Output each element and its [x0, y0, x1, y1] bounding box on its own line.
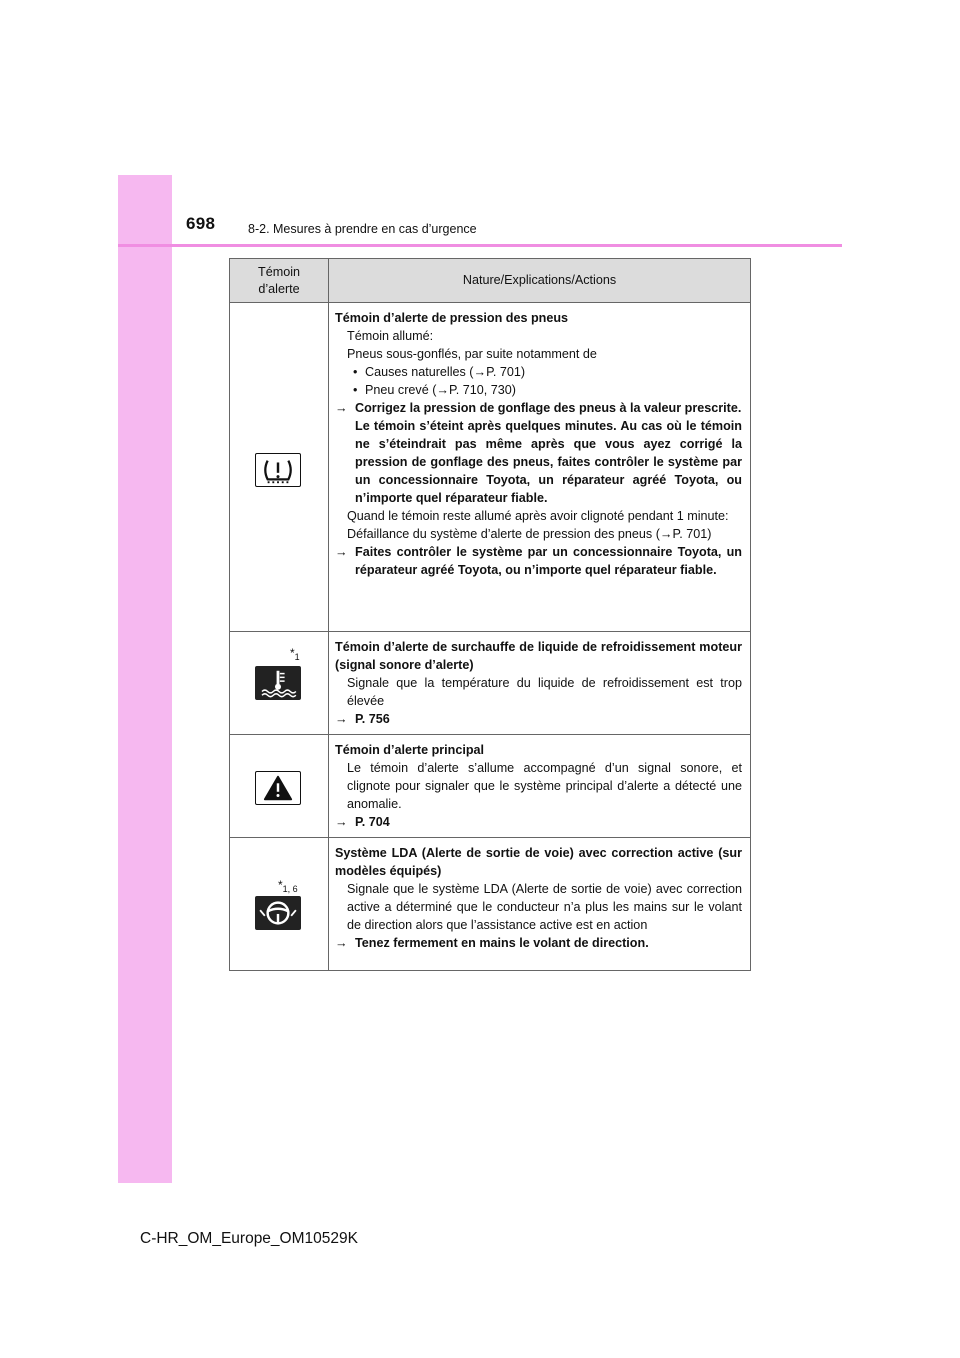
action-line	[335, 399, 742, 507]
col-header-warning-light: Témoin d’alerte	[230, 259, 329, 303]
explanation-cell	[329, 735, 751, 838]
steering-wheel-hands-off-icon	[255, 896, 301, 930]
table-header-row	[230, 259, 751, 303]
action-line	[335, 710, 742, 728]
action-text: Tenez fermement en mains le volant de direction.	[355, 936, 649, 950]
action-line	[335, 543, 742, 579]
action-line	[335, 934, 742, 952]
footnote-mark: $*_1$	[290, 646, 300, 662]
footnote-mark: $*_{1, 6}$	[278, 878, 298, 894]
arrow-icon: →	[335, 815, 348, 829]
text-line: Signale que le système LDA (Alerte de sortie de voie) avec correction active a déterminé que le conducteur n’a plus les mains sur le volant de direction alors que l’assistance active est en action	[347, 882, 742, 932]
page-number: 698	[186, 214, 216, 233]
master-warning-icon	[255, 771, 301, 805]
arrow-icon: →	[335, 712, 348, 726]
arrow-icon: →	[335, 936, 348, 950]
page-reference: P. 704	[355, 815, 390, 829]
text-line: Pneus sous-gonflés, par suite notamment de	[347, 347, 597, 361]
warning-light-table	[229, 258, 751, 971]
warning-title: Témoin d’alerte de pression des pneus	[335, 311, 569, 325]
document-code: C-HR_OM_Europe_OM10529K	[140, 1230, 358, 1247]
text-line: Le témoin d’alerte s’allume accompagné d’un signal sonore, et clignote pour signaler que le système principal d’alerte a détecté une anomalie.	[347, 761, 742, 811]
arrow-icon: →	[335, 401, 348, 415]
bullet-item: • Pneu crevé (→P. 710, 730)	[347, 381, 742, 399]
text-line: Témoin allumé:	[347, 329, 434, 343]
action-text: Le témoin s’éteint après quelques minutes. Au cas où le témoin ne s’éteindrait pas même après que vous ayez corrigé la pression de gonflage des pneus, faites contrôler le système par un concessionnaire Toyota, un réparateur agréé Toyota, ou n’importe quel réparateur fiable.	[355, 419, 742, 505]
warning-title: Témoin d’alerte de surchauffe de liquide de refroidissement moteur (signal sonore d’alerte)	[335, 640, 742, 672]
text-line: Signale que la température du liquide de refroidissement est trop élevée	[347, 676, 742, 708]
table-row	[230, 303, 751, 632]
table-row	[230, 632, 751, 735]
action-text: Corrigez la pression de gonflage des pneus à la valeur prescrite.	[355, 401, 742, 415]
arrow-icon: →	[335, 545, 348, 559]
page-reference: P. 756	[355, 712, 390, 726]
header-rule	[118, 244, 842, 247]
side-color-bar	[118, 175, 172, 1183]
icon-cell	[230, 303, 329, 632]
explanation-cell	[329, 838, 751, 971]
explanation-cell	[329, 303, 751, 632]
icon-cell	[230, 632, 329, 735]
tire-pressure-warning-icon	[255, 453, 301, 487]
action-line	[335, 813, 742, 831]
table-row	[230, 838, 751, 971]
table-row	[230, 735, 751, 838]
icon-cell	[230, 838, 329, 971]
col-header-explanation: Nature/Explications/Actions	[329, 259, 751, 303]
coolant-temperature-icon	[255, 666, 301, 700]
explanation-cell	[329, 632, 751, 735]
bullet-item: • Causes naturelles (→P. 701)	[347, 363, 742, 381]
text-line: Quand le témoin reste allumé après avoir clignoté pendant 1 minute:	[347, 509, 729, 523]
action-text: Faites contrôler le système par un concessionnaire Toyota, un réparateur agréé Toyota, ou n’importe quel réparateur fiable.	[355, 545, 742, 577]
warning-title: Système LDA (Alerte de sortie de voie) avec correction active (sur modèles équipés)	[335, 846, 742, 878]
warning-title: Témoin d’alerte principal	[335, 743, 485, 757]
section-title: 8-2. Mesures à prendre en cas d’urgence	[248, 222, 477, 236]
text-line: Défaillance du système d’alerte de pression des pneus (→P. 701)	[347, 527, 712, 541]
icon-cell	[230, 735, 329, 838]
